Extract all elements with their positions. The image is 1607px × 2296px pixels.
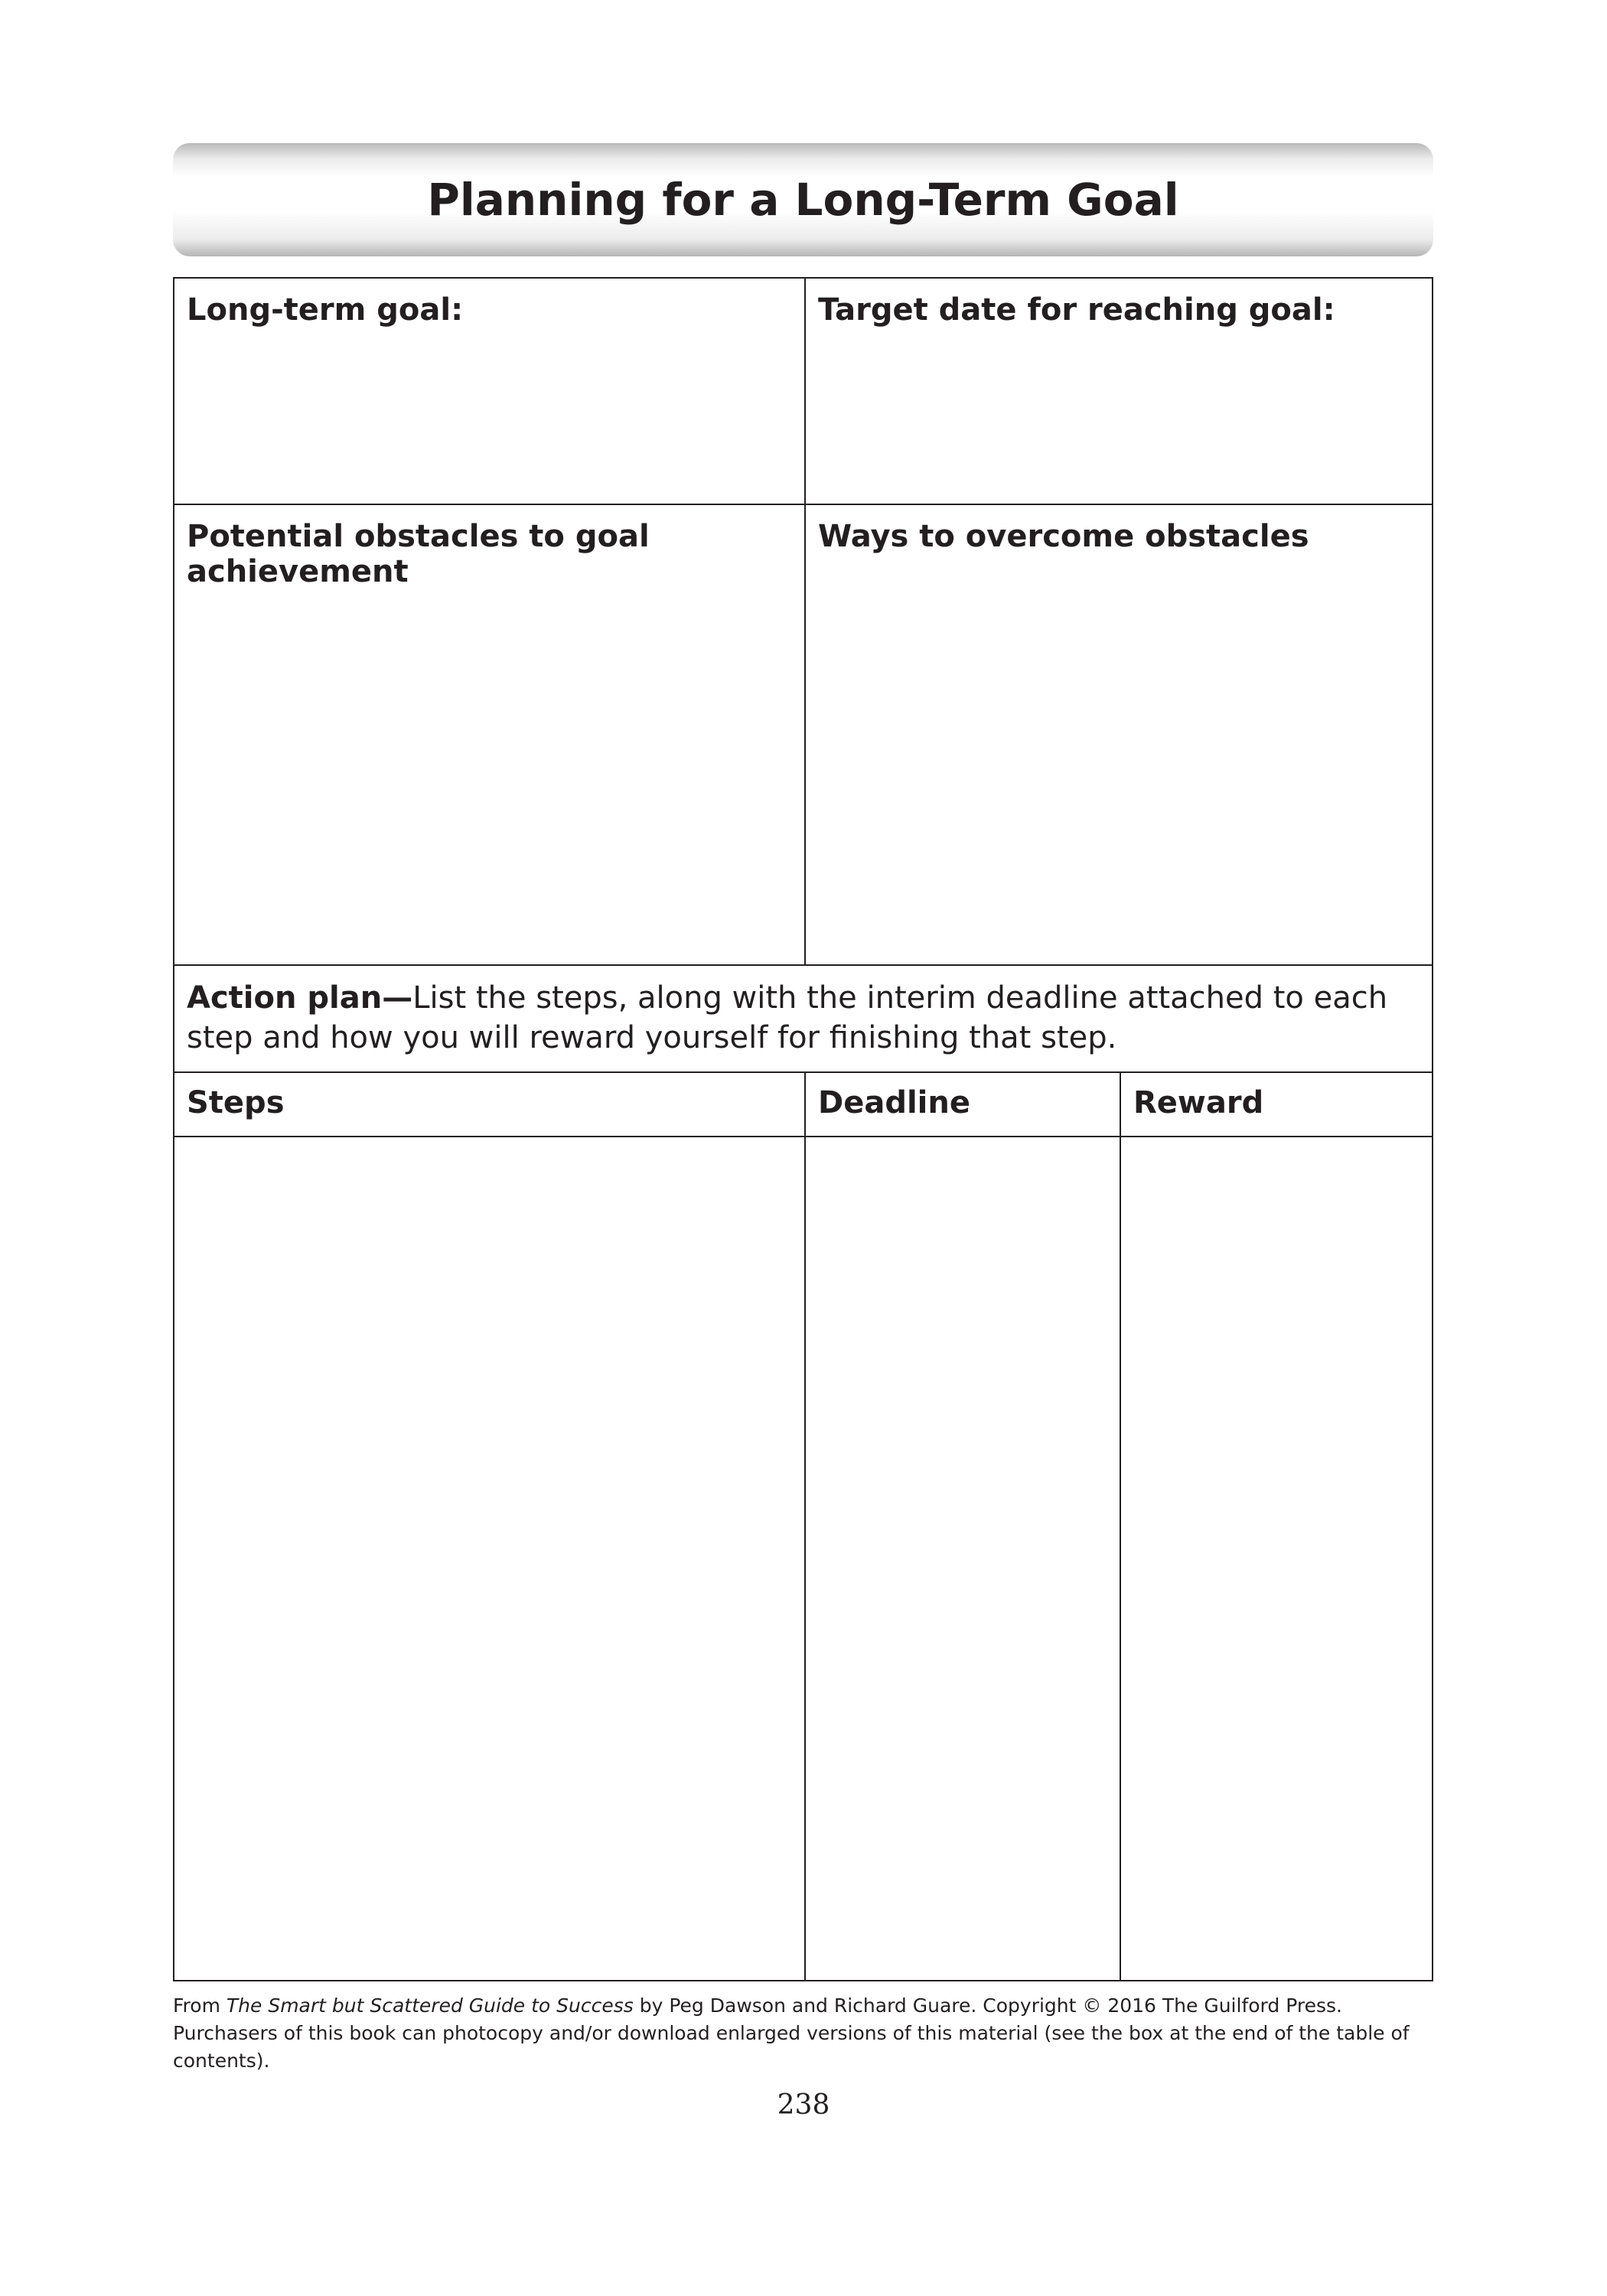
deadline-header	[806, 1073, 1120, 1136]
action-plan-body-row	[174, 1137, 1432, 1980]
overcome-cell[interactable]	[806, 505, 1432, 964]
reward-entry-area[interactable]	[1121, 1137, 1432, 1980]
reward-header	[1121, 1073, 1432, 1136]
divider	[1120, 1073, 1121, 1980]
obstacles-label: Potential obstacles to goal achievement	[187, 519, 650, 589]
footer-from: From	[173, 1994, 227, 2017]
long-term-goal-label: Long-term goal:	[187, 292, 464, 328]
copyright-footer	[173, 1992, 1443, 2075]
goal-planning-form	[173, 277, 1433, 1981]
obstacles-cell[interactable]	[174, 505, 804, 964]
steps-header-label: Steps	[187, 1085, 285, 1120]
action-plan-text: List the steps, along with the interim deadline attached to each step and how you will reward yourself for finishing that step.	[187, 980, 1388, 1055]
goal-row	[174, 279, 1432, 504]
action-plan-header-row	[174, 1073, 1432, 1136]
deadline-entry-area[interactable]	[806, 1137, 1120, 1980]
footer-rest: by Peg Dawson and Richard Guare. Copyright © 2016 The Guilford Press. Purchasers of this book can photocopy and/or download enlarged versions of this material (see the box at the end of the table of contents).	[173, 1994, 1410, 2072]
steps-header	[174, 1073, 804, 1136]
page-number: 238	[777, 2089, 830, 2121]
long-term-goal-cell[interactable]	[174, 279, 804, 504]
action-plan-label: Action plan—	[187, 980, 413, 1016]
target-date-label: Target date for reaching goal:	[818, 292, 1335, 328]
overcome-label: Ways to overcome obstacles	[818, 519, 1309, 554]
divider	[804, 279, 806, 964]
footer-book-title: The Smart but Scattered Guide to Success	[226, 1994, 634, 2017]
deadline-header-label: Deadline	[818, 1085, 970, 1120]
title-banner	[173, 143, 1433, 256]
target-date-cell[interactable]	[806, 279, 1432, 504]
page-title: Planning for a Long-Term Goal	[427, 174, 1179, 226]
reward-header-label: Reward	[1133, 1085, 1264, 1120]
action-plan-instructions	[174, 966, 1432, 1071]
divider	[804, 1073, 806, 1980]
obstacles-row	[174, 505, 1432, 964]
steps-entry-area[interactable]	[174, 1137, 804, 1980]
